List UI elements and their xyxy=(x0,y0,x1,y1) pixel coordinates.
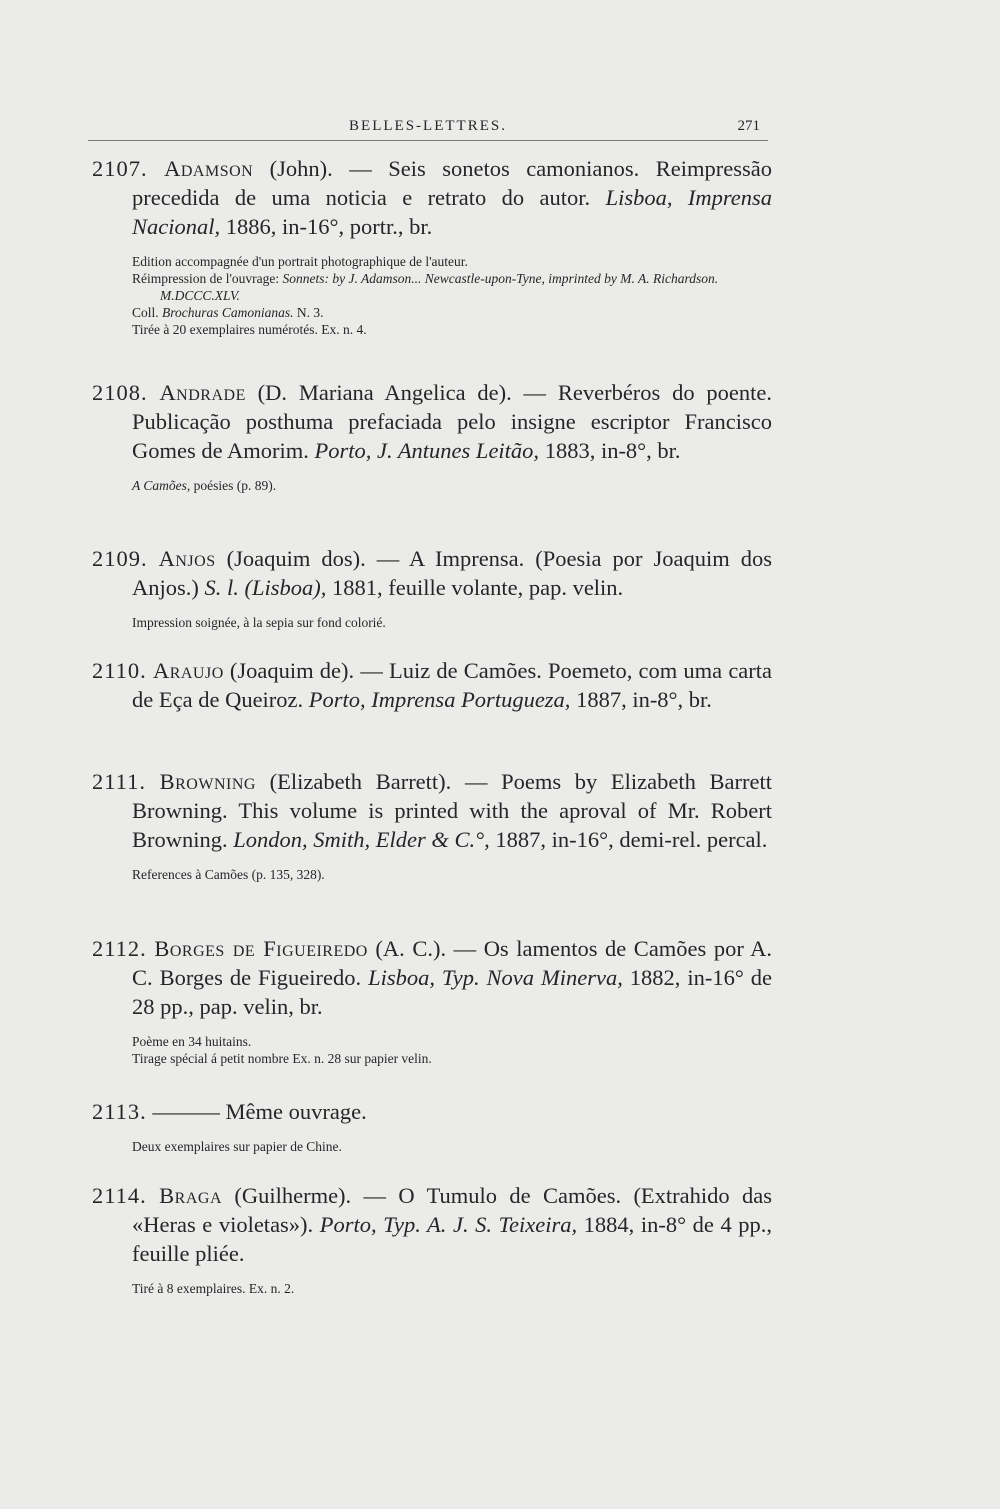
entry-note: Edition accompagnée d'un portrait photographique de l'auteur. xyxy=(132,254,468,269)
entry-title: O Tumulo de Camões. (Extrahido das «Heras e violetas»). xyxy=(132,1183,773,1237)
entry-dash: ——— xyxy=(146,1099,226,1124)
entry-number: 2110. xyxy=(92,658,147,683)
entry-dash: — xyxy=(446,936,484,961)
entry-number: 2112. xyxy=(92,936,147,961)
entry-details: 1887, in-16°, demi-rel. percal. xyxy=(489,827,768,852)
catalog-entry xyxy=(92,767,772,883)
entry-author-detail: (D. Mariana Angelica de). xyxy=(245,380,512,405)
entry-note xyxy=(132,477,772,494)
entry-note xyxy=(132,270,772,304)
running-header xyxy=(88,114,768,141)
entry-text xyxy=(92,934,772,1021)
entry-dash: — xyxy=(332,156,389,181)
catalog-entry xyxy=(92,934,772,1067)
entry-dash: — xyxy=(351,1183,399,1208)
entry-notes xyxy=(92,614,772,631)
catalog-entry xyxy=(92,378,772,494)
entry-imprint: London, Smith, Elder & C.°, xyxy=(233,827,490,852)
entry-note: Tiré à 8 exemplaires. Ex. n. 2. xyxy=(132,1281,295,1296)
entry-note: References à Camões (p. 135, 328). xyxy=(132,867,325,882)
entry-dash: — xyxy=(511,380,558,405)
catalog-entry xyxy=(92,656,772,714)
entry-author: Braga xyxy=(159,1183,222,1208)
entry-title: Os lamentos de Camões por A. C. Borges de Figueiredo. xyxy=(132,936,773,990)
entry-text xyxy=(92,656,772,714)
entry-details: 1881, feuille volante, pap. velin. xyxy=(326,575,624,600)
entry-imprint: Lisboa, Typ. Nova Minerva, xyxy=(368,965,623,990)
entry-number: 2111. xyxy=(92,769,146,794)
entry-dash: — xyxy=(451,769,502,794)
entry-author-detail: (Guilherme). xyxy=(222,1183,352,1208)
entry-title: Reverbéros do poente. Publicação posthuma prefaciada pelo insigne escriptor Francisco Gomes de Amorim. xyxy=(132,380,773,463)
entry-author-detail: (Joaquim dos). xyxy=(215,546,366,571)
entry-author: Andrade xyxy=(159,380,246,405)
entry-note: Tirage spécial á petit nombre Ex. n. 28 sur papier velin. xyxy=(132,1051,432,1066)
entry-number: 2107. xyxy=(92,156,148,181)
entry-dash: — xyxy=(365,546,409,571)
entry-details: 1887, in-8°, br. xyxy=(570,687,712,712)
entry-details: 1883, in-8°, br. xyxy=(539,438,681,463)
catalog-entry xyxy=(92,1097,772,1155)
entry-author: Adamson xyxy=(164,156,254,181)
entry-text xyxy=(92,1181,772,1268)
entry-author: Anjos xyxy=(158,546,216,571)
note-text: poésies (p. 89). xyxy=(190,478,277,493)
entry-author: Browning xyxy=(159,769,256,794)
entry-text xyxy=(92,767,772,854)
entry-number: 2113. xyxy=(92,1099,147,1124)
entry-title: A Imprensa. (Poesia por Joaquim dos Anjos.) xyxy=(132,546,772,600)
entry-text xyxy=(92,154,772,241)
entry-imprint: Porto, Typ. A. J. S. Teixeira, xyxy=(319,1212,578,1237)
entry-note: Impression soignée, à la sepia sur fond colorié. xyxy=(132,615,386,630)
section-title: BELLES-LETTRES. xyxy=(349,118,507,134)
entry-notes xyxy=(92,253,772,338)
entry-notes xyxy=(92,477,772,494)
entry-author-detail: (Elizabeth Barrett). xyxy=(255,769,452,794)
entry-note: Poème en 34 huitains. xyxy=(132,1034,252,1049)
entry-note: Tirée à 20 exemplaires numérotés. Ex. n. 4. xyxy=(132,322,367,337)
entry-notes xyxy=(92,1033,772,1067)
entry-title: Luiz de Camões. Poemeto, com uma carta de Eça de Queiroz. xyxy=(132,658,773,712)
entry-author: Araujo xyxy=(152,658,224,683)
entry-imprint: S. l. (Lisboa), xyxy=(204,575,327,600)
entry-imprint: Lisboa, Imprensa Nacional, xyxy=(132,185,773,239)
entry-details: 1884, in-8° de 4 pp., feuille pliée. xyxy=(132,1212,773,1266)
entry-title: Même ouvrage. xyxy=(225,1099,367,1124)
entry-author-detail: (Joaquim de). xyxy=(223,658,355,683)
note-italic-text: Sonnets: by J. Adamson... Newcastle-upon-Tyne, imprinted by M. A. Richardson. M.DCCC.XLV. xyxy=(160,271,719,303)
entry-details: 1886, in-16°, portr., br. xyxy=(220,214,433,239)
entry-imprint: Porto, Imprensa Portugueza, xyxy=(308,687,571,712)
entry-details: 1882, in-16° de 28 pp., pap. velin, br. xyxy=(132,965,772,1019)
entry-notes xyxy=(92,1138,772,1155)
entry-title: Seis sonetos camonianos. Reimpressão precedida de uma noticia e retrato do autor. xyxy=(132,156,773,210)
entry-author-detail: (John). xyxy=(253,156,333,181)
entry-text xyxy=(92,544,772,602)
note-text: Réimpression de l'ouvrage: xyxy=(132,271,283,286)
entry-text xyxy=(92,1097,772,1126)
page-number: 271 xyxy=(737,118,760,134)
entry-author-detail: (A. C.). xyxy=(367,936,447,961)
entry-number: 2114. xyxy=(92,1183,147,1208)
note-italic-text: A Camões, xyxy=(132,478,191,493)
entry-text xyxy=(92,378,772,465)
note-italic-text: Brochuras Camonianas. xyxy=(162,305,294,320)
entry-number: 2108. xyxy=(92,380,148,405)
note-text: Coll. xyxy=(132,305,163,320)
entry-note: Deux exemplaires sur papier de Chine. xyxy=(132,1139,342,1154)
entry-number: 2109. xyxy=(92,546,148,571)
entry-notes xyxy=(92,866,772,883)
note-text: N. 3. xyxy=(293,305,324,320)
catalog-entry xyxy=(92,1181,772,1297)
entry-author: Borges de Figueiredo xyxy=(154,936,368,961)
entry-dash: — xyxy=(354,658,389,683)
catalog-entry xyxy=(92,544,772,631)
catalog-entry xyxy=(92,154,772,338)
entry-notes xyxy=(92,1280,772,1297)
entry-title: Poems by Elizabeth Barrett Browning. This volume is printed with the aproval of Mr. Robert Browning. xyxy=(132,769,772,852)
entry-note xyxy=(132,304,772,321)
entry-imprint: Porto, J. Antunes Leitão, xyxy=(314,438,540,463)
